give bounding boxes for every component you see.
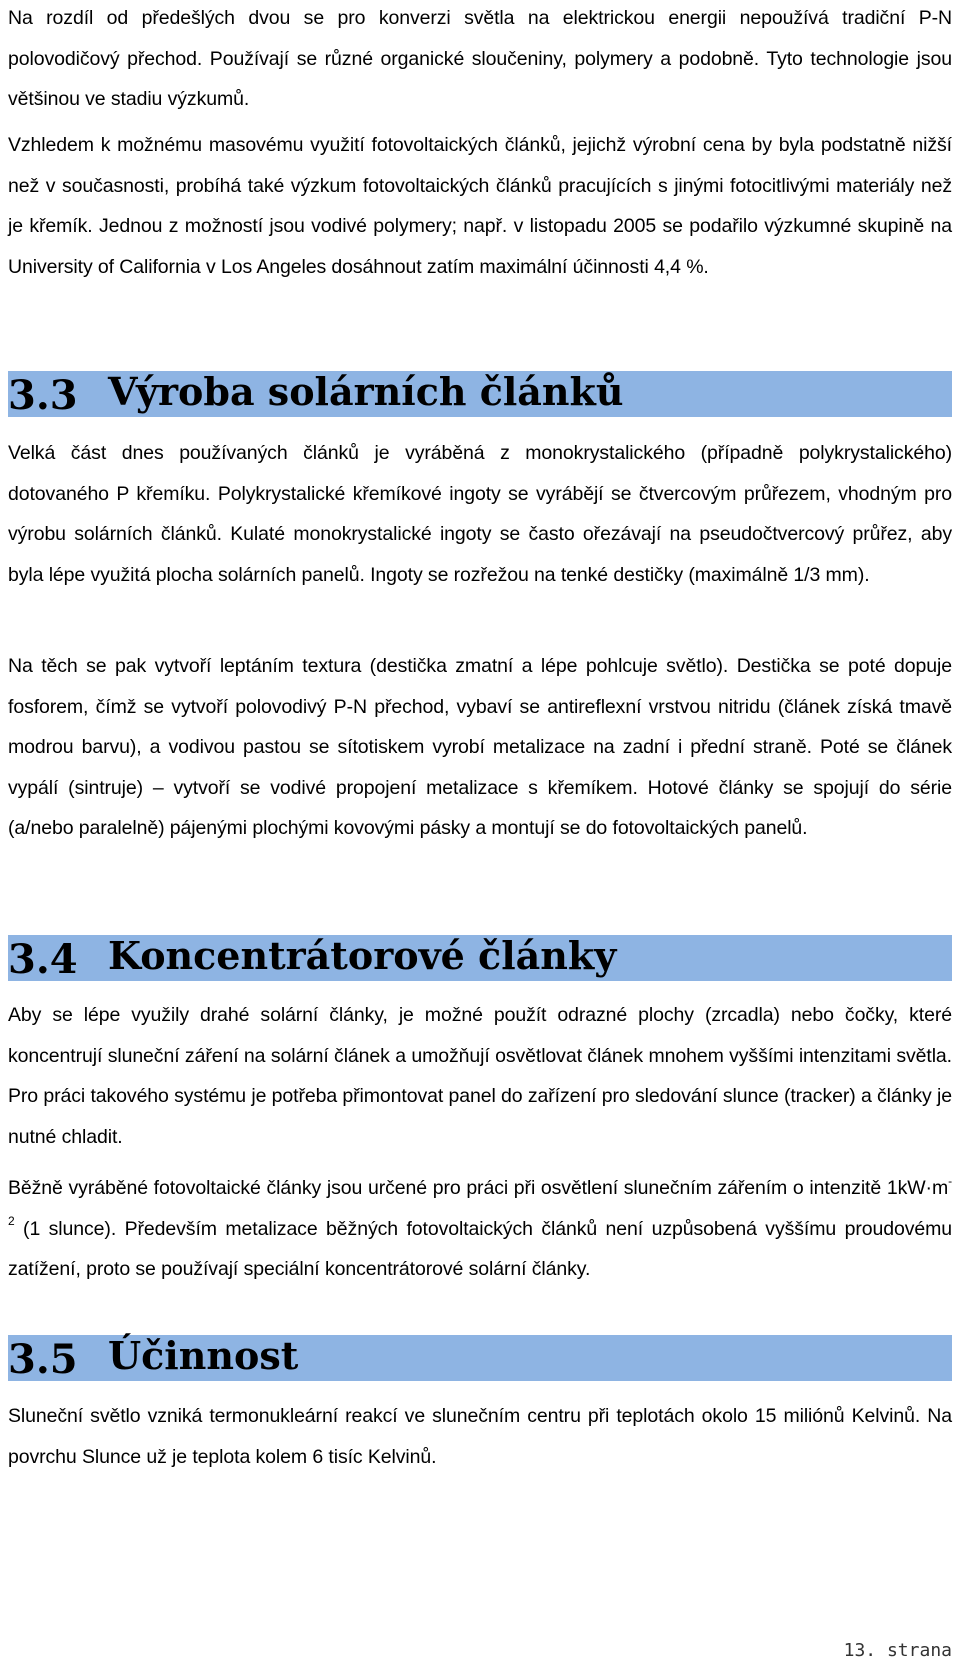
page-number: 13. strana (843, 1640, 952, 1661)
paragraph-text-end: (1 slunce). Především metalizace běžných fotovoltaických článků není uzpůsobená vyššímu proudovému zatížení, proto se používají speciální koncentrátorové solární články. (8, 1217, 952, 1280)
paragraph-efficiency: Sluneční světlo vzniká termonukleární reakcí ve slunečním centru při teplotách okolo 15 miliónů Kelvinů. Na povrchu Slunce už je teplota kolem 6 tisíc Kelvinů. (8, 1405, 952, 1468)
paragraph-concentrator-intensity (8, 1168, 952, 1290)
exponent: -2 (8, 1173, 952, 1228)
heading-number: 3.4 (8, 936, 78, 983)
paragraph-production-ingots: Velká část dnes používaných článků je vyráběná z monokrystalického (případně polykrystalického) dotovaného P křemíku. Polykrystalické křemíkové ingoty se vyrábějí se čtvercovým průřezem, vhodným pro výrobu solárních článků. Kulaté monokrystalické ingoty se často ořezávají na pseudočtvercový průřez, aby byla lépe využitá plocha solárních panelů. Ingoty se rozřežou na tenké destičky (maximálně 1/3 mm). (8, 442, 952, 586)
heading-title: Koncentrátorové články (108, 933, 617, 978)
paragraph-text-start: Běžně vyráběné fotovoltaické články jsou určené pro práci při osvětlení slunečním zářením o intenzitě 1kW·m (8, 1177, 949, 1199)
heading-3-3 (8, 371, 952, 417)
paragraph-polymer-research: Vzhledem k možnému masovému využití fotovoltaických článků, jejichž výrobní cena by byla podstatně nižší než v současnosti, probíhá také výzkum fotovoltaických článků pracujících s jinými fotocitlivými materiály než je křemík. Jednou z možností jsou vodivé polymery; např. v listopadu 2005 se podařilo výzkumné skupině na University of California v Los Angeles dosáhnout zatím maximální účinnosti 4,4 %. (8, 134, 952, 278)
paragraph-organic-cells: Na rozdíl od předešlých dvou se pro konverzi světla na elektrickou energii nepoužívá tradiční P-N polovodičový přechod. Používají se různé organické sloučeniny, polymery a podobně. Tyto technologie jsou většinou ve stadiu výzkumů. (8, 7, 952, 110)
paragraph-production-process: Na těch se pak vytvoří leptáním textura (destička zmatní a lépe pohlcuje světlo). Destička se poté dopuje fosforem, čímž se vytvoří polovodivý P-N přechod, vybaví se antireflexní vrstvou nitridu (článek získá tmavě modrou barvu), a vodivou pastou se sítotiskem vyrobí metalizace na zadní i přední straně. Poté se článek vypálí (sintruje) – vytvoří se vodivé propojení metalizace s křemíkem. Hotové články se spojují do série (a/nebo paralelně) pájenými plochými kovovými pásky a montují se do fotovoltaických panelů. (8, 655, 952, 839)
document-page (8, 0, 952, 1665)
heading-title: Výroba solárních článků (108, 369, 624, 414)
heading-3-4 (8, 935, 952, 981)
heading-number: 3.5 (8, 1336, 78, 1383)
heading-title: Účinnost (108, 1333, 299, 1378)
heading-3-5 (8, 1335, 952, 1381)
heading-number: 3.3 (8, 372, 78, 419)
paragraph-concentrator-mirrors: Aby se lépe využily drahé solární články, je možné použít odrazné plochy (zrcadla) nebo čočky, které koncentrují sluneční záření na solární článek a umožňují osvětlovat článek mnohem vyššími intenzitami světla. Pro práci takového systému je potřeba přimontovat panel do zařízení pro sledování slunce (tracker) a články je nutné chladit. (8, 1004, 952, 1148)
